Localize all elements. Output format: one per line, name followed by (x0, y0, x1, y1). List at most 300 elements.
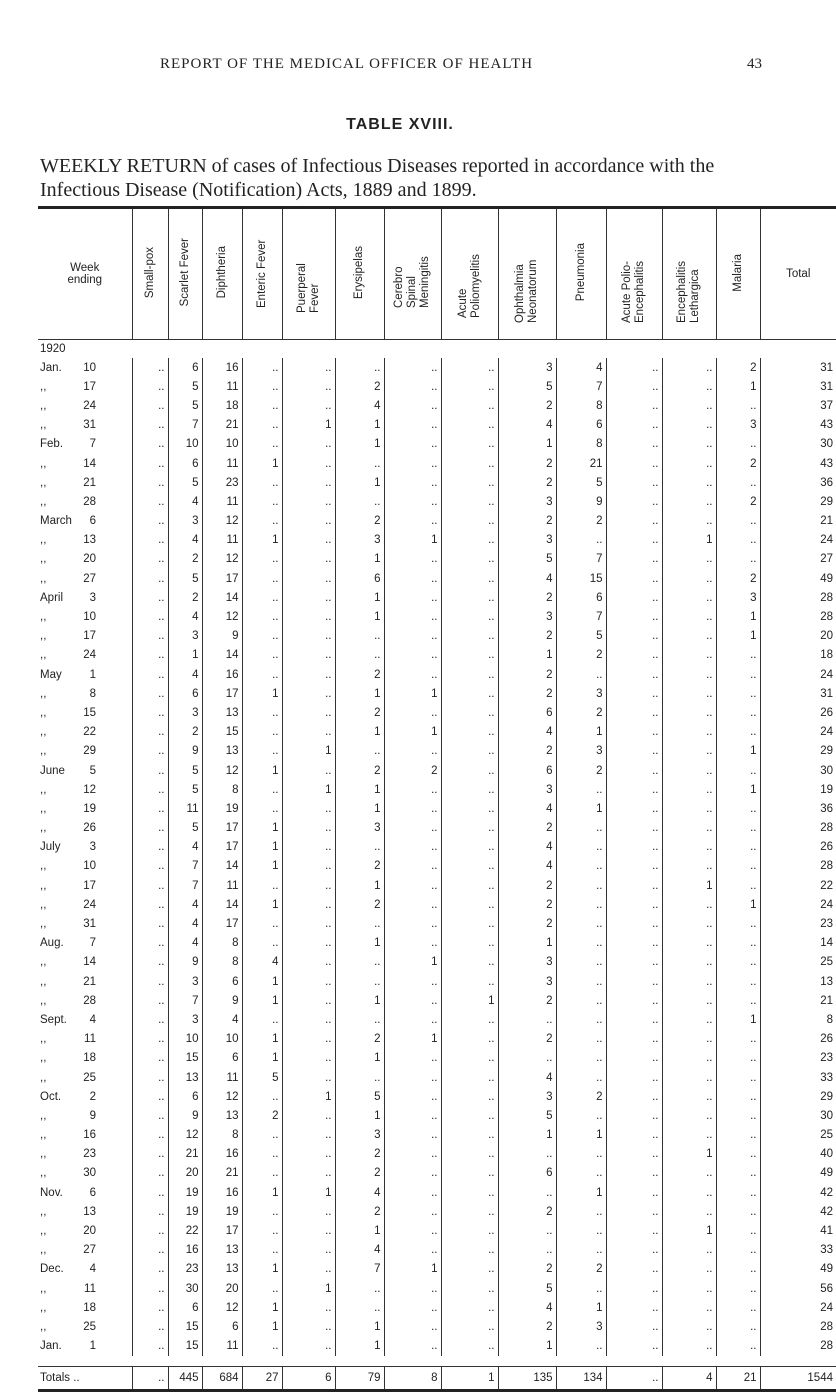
table-cell: .. (242, 646, 282, 665)
table-cell: .. (662, 857, 716, 876)
table-cell: 17 (202, 838, 242, 857)
table-cell: .. (132, 1279, 168, 1298)
table-cell: .. (716, 972, 760, 991)
col-header-cerebro-spinal-meningitis: Cerebro Spinal Meningitis (384, 208, 441, 340)
table-cell: 2 (498, 588, 556, 607)
table-cell: .. (282, 1317, 335, 1336)
table-cell: .. (662, 819, 716, 838)
table-cell: .. (384, 1164, 441, 1183)
week-day: 26 (83, 822, 96, 835)
table-cell: .. (384, 396, 441, 415)
table-cell: 17 (202, 914, 242, 933)
table-cell: .. (662, 914, 716, 933)
table-row (38, 1298, 836, 1317)
table-cell: .. (606, 799, 662, 818)
table-cell: .. (384, 588, 441, 607)
week-day: 16 (83, 1129, 96, 1142)
table-cell: .. (282, 512, 335, 531)
table-row (38, 1030, 836, 1049)
table-cell: 1 (242, 761, 282, 780)
week-month: ,, (40, 476, 47, 489)
week-ending-cell (38, 1337, 132, 1356)
table-row (38, 684, 836, 703)
table-cell: .. (282, 492, 335, 511)
week-day: 1 (89, 1340, 96, 1353)
table-cell: .. (606, 492, 662, 511)
table-cell: 21 (168, 1145, 202, 1164)
table-cell: .. (441, 665, 498, 684)
table-cell: .. (716, 1126, 760, 1145)
table-cell: 16 (168, 1241, 202, 1260)
table-cell: .. (662, 799, 716, 818)
table-cell: .. (282, 934, 335, 953)
table-cell: .. (441, 703, 498, 722)
table-cell: 15 (202, 723, 242, 742)
table-cell: .. (282, 396, 335, 415)
table-cell: .. (606, 588, 662, 607)
table-cell: 4 (335, 396, 384, 415)
table-cell: .. (335, 742, 384, 761)
table-cell: .. (716, 1183, 760, 1202)
table-cell: .. (441, 1337, 498, 1356)
week-month: Feb. (40, 438, 64, 451)
week-ending-cell (38, 1317, 132, 1336)
table-cell: .. (556, 934, 606, 953)
table-cell: 5 (168, 780, 202, 799)
week-month: ,, (40, 879, 47, 892)
table-cell: .. (132, 895, 168, 914)
table-cell: .. (335, 1279, 384, 1298)
table-cell: .. (441, 819, 498, 838)
table-cell: 3 (168, 703, 202, 722)
table-row (38, 703, 836, 722)
table-cell: .. (606, 607, 662, 626)
table-cell: .. (242, 569, 282, 588)
table-cell: 3 (498, 780, 556, 799)
week-day: 17 (83, 630, 96, 643)
table-cell: .. (132, 512, 168, 531)
table-cell: 2 (498, 1202, 556, 1221)
table-cell: .. (282, 819, 335, 838)
week-ending-cell (38, 358, 132, 377)
table-cell: 3 (498, 972, 556, 991)
col-header-small-pox: Small-pox (132, 208, 168, 340)
table-cell: 1 (335, 876, 384, 895)
week-month: Dec. (40, 1263, 64, 1276)
week-day: 17 (83, 879, 96, 892)
week-ending-cell (38, 1106, 132, 1125)
table-cell: .. (132, 1317, 168, 1336)
table-cell: .. (441, 723, 498, 742)
table-cell: 4 (168, 531, 202, 550)
week-ending-cell (38, 1164, 132, 1183)
week-month: Aug. (40, 937, 64, 950)
table-row (38, 454, 836, 473)
table-cell: .. (335, 454, 384, 473)
week-month: ,, (40, 1205, 47, 1218)
table-cell: 2 (335, 895, 384, 914)
table-cell: .. (556, 1241, 606, 1260)
table-cell: .. (384, 1106, 441, 1125)
table-cell: .. (662, 1087, 716, 1106)
table-cell: .. (441, 569, 498, 588)
table-cell: 6 (335, 569, 384, 588)
table-cell: .. (606, 780, 662, 799)
total-cell: 21 (716, 1366, 760, 1390)
table-cell: 9 (168, 1106, 202, 1125)
table-cell: .. (384, 742, 441, 761)
table-cell: 2 (556, 761, 606, 780)
table-row (38, 627, 836, 646)
table-cell: .. (716, 703, 760, 722)
table-cell: 30 (760, 761, 836, 780)
table-cell: .. (384, 1145, 441, 1164)
table-cell: 16 (202, 665, 242, 684)
table-cell: 1 (662, 876, 716, 895)
week-ending-cell (38, 454, 132, 473)
total-cell: 79 (335, 1366, 384, 1390)
table-cell: 2 (498, 396, 556, 415)
table-cell: .. (242, 1087, 282, 1106)
table-cell: .. (606, 1068, 662, 1087)
table-cell: .. (716, 1030, 760, 1049)
table-cell: .. (606, 953, 662, 972)
table-cell: 2 (335, 1030, 384, 1049)
total-cell: .. (606, 1366, 662, 1390)
table-cell: .. (662, 895, 716, 914)
year-label: 1920 (40, 343, 66, 355)
table-cell: .. (498, 1049, 556, 1068)
week-month: ,, (40, 380, 47, 393)
table-cell: 42 (760, 1183, 836, 1202)
table-cell: 22 (760, 876, 836, 895)
table-cell: 24 (760, 531, 836, 550)
week-ending-cell (38, 550, 132, 569)
table-cell: .. (282, 799, 335, 818)
table-row (38, 588, 836, 607)
table-row (38, 972, 836, 991)
table-cell: .. (132, 492, 168, 511)
week-month: ,, (40, 419, 47, 432)
week-day: 9 (89, 1109, 96, 1122)
table-cell: 33 (760, 1068, 836, 1087)
table-row (38, 914, 836, 933)
table-cell: .. (441, 627, 498, 646)
table-cell: .. (132, 934, 168, 953)
week-ending-cell (38, 627, 132, 646)
table-cell: 7 (168, 416, 202, 435)
table-row (38, 607, 836, 626)
table-cell: .. (662, 646, 716, 665)
week-day: 24 (83, 898, 96, 911)
table-cell: .. (242, 1010, 282, 1029)
table-cell: .. (441, 1298, 498, 1317)
table-cell: .. (441, 358, 498, 377)
table-cell: .. (606, 1260, 662, 1279)
table-cell: 2 (498, 1317, 556, 1336)
table-cell: .. (662, 416, 716, 435)
table-cell: 13 (202, 742, 242, 761)
week-day: 7 (89, 937, 96, 950)
table-cell: .. (441, 857, 498, 876)
table-cell: 2 (498, 684, 556, 703)
table-cell: 14 (202, 588, 242, 607)
table-cell: .. (384, 1202, 441, 1221)
table-row (38, 991, 836, 1010)
table-cell: .. (132, 819, 168, 838)
week-day: 30 (83, 1167, 96, 1180)
table-cell: .. (384, 934, 441, 953)
week-ending-cell (38, 780, 132, 799)
table-cell: .. (282, 531, 335, 550)
table-cell: 26 (760, 1030, 836, 1049)
table-cell: .. (282, 1126, 335, 1145)
table-cell: .. (606, 435, 662, 454)
table-cell: 2 (384, 761, 441, 780)
table-cell: .. (242, 492, 282, 511)
table-cell: 12 (202, 1298, 242, 1317)
table-cell: .. (606, 1337, 662, 1356)
week-day: 31 (83, 419, 96, 432)
table-cell: .. (606, 991, 662, 1010)
table-cell: 4 (498, 723, 556, 742)
table-row (38, 396, 836, 415)
table-cell: 2 (498, 876, 556, 895)
table-cell: .. (384, 607, 441, 626)
week-day: 3 (89, 591, 96, 604)
table-cell: 2 (242, 1106, 282, 1125)
table-cell: .. (282, 1068, 335, 1087)
week-month: ,, (40, 534, 47, 547)
table-cell: 3 (716, 416, 760, 435)
table-row (38, 857, 836, 876)
week-day: 10 (83, 860, 96, 873)
table-cell: 2 (498, 742, 556, 761)
table-cell: .. (716, 1241, 760, 1260)
table-cell: 1 (242, 1317, 282, 1336)
table-row (38, 435, 836, 454)
table-cell: .. (282, 876, 335, 895)
table-row (38, 1241, 836, 1260)
table-cell: .. (556, 1221, 606, 1240)
table-cell: 13 (202, 1260, 242, 1279)
table-cell: .. (606, 358, 662, 377)
week-month: ,, (40, 783, 47, 796)
table-cell: 6 (498, 703, 556, 722)
table-cell: .. (716, 1087, 760, 1106)
table-cell: .. (242, 588, 282, 607)
table-cell: .. (662, 358, 716, 377)
table-cell: .. (556, 991, 606, 1010)
table-cell: .. (662, 1010, 716, 1029)
table-cell: .. (441, 550, 498, 569)
table-cell: .. (716, 1279, 760, 1298)
table-cell: .. (441, 1087, 498, 1106)
table-cell: .. (662, 972, 716, 991)
table-cell: 24 (760, 895, 836, 914)
col-header-malaria: Malaria (716, 208, 760, 340)
week-day: 27 (83, 572, 96, 585)
table-cell: 1 (335, 1221, 384, 1240)
table-cell: .. (441, 1068, 498, 1087)
table-cell: 25 (760, 1126, 836, 1145)
table-cell: .. (441, 895, 498, 914)
table-cell: 18 (202, 396, 242, 415)
table-cell: .. (606, 1317, 662, 1336)
col-header-week-ending: Week ending (38, 208, 132, 340)
table-cell: 11 (202, 876, 242, 895)
col-header-diphtheria: Diphtheria (202, 208, 242, 340)
table-cell: .. (242, 512, 282, 531)
table-cell: .. (441, 1164, 498, 1183)
table-cell: .. (606, 857, 662, 876)
table-cell: .. (662, 607, 716, 626)
week-month: ,, (40, 457, 47, 470)
table-cell: 1 (384, 723, 441, 742)
table-cell: 4 (498, 857, 556, 876)
table-cell: .. (132, 1068, 168, 1087)
week-day: 24 (83, 399, 96, 412)
table-cell: 2 (168, 588, 202, 607)
table-cell: 21 (556, 454, 606, 473)
table-row (38, 761, 836, 780)
table-cell: .. (242, 876, 282, 895)
total-cell: 6 (282, 1366, 335, 1390)
table-cell: .. (441, 953, 498, 972)
table-cell: 4 (556, 358, 606, 377)
table-cell: 2 (498, 473, 556, 492)
table-cell: 1 (335, 435, 384, 454)
table-cell: 1 (242, 895, 282, 914)
table-cell: 2 (556, 646, 606, 665)
table-cell: 30 (760, 1106, 836, 1125)
week-ending-cell (38, 588, 132, 607)
table-cell: 1 (242, 684, 282, 703)
table-cell: 16 (202, 358, 242, 377)
table-cell: 7 (335, 1260, 384, 1279)
table-cell: 4 (168, 838, 202, 857)
col-header-acute-polio-encephalitis: Acute Polio-Encephalitis (606, 208, 662, 340)
table-cell: .. (384, 819, 441, 838)
week-ending-cell (38, 934, 132, 953)
week-ending-cell (38, 1241, 132, 1260)
table-cell: 1 (716, 377, 760, 396)
table-cell: .. (384, 377, 441, 396)
table-cell: 2 (556, 703, 606, 722)
table-cell: .. (662, 684, 716, 703)
table-cell: 1 (556, 1183, 606, 1202)
table-cell: .. (441, 1010, 498, 1029)
table-cell: 2 (335, 512, 384, 531)
table-cell: .. (716, 1068, 760, 1087)
table-cell: 21 (760, 512, 836, 531)
table-cell: 7 (556, 377, 606, 396)
table-cell: 24 (760, 723, 836, 742)
table-cell: .. (384, 972, 441, 991)
table-cell: 1 (242, 1260, 282, 1279)
table-cell: 23 (760, 1049, 836, 1068)
table-cell: .. (662, 627, 716, 646)
table-cell: .. (441, 934, 498, 953)
week-day: 18 (83, 1301, 96, 1314)
table-cell: 42 (760, 1202, 836, 1221)
table-cell: 4 (168, 934, 202, 953)
week-month: Sept. (40, 1013, 67, 1026)
table-cell: .. (335, 972, 384, 991)
table-cell: 23 (168, 1260, 202, 1279)
table-cell: 9 (168, 742, 202, 761)
table-cell: .. (282, 358, 335, 377)
table-cell: .. (716, 838, 760, 857)
table-cell: 20 (202, 1279, 242, 1298)
table-cell: .. (242, 1337, 282, 1356)
table-cell: .. (556, 780, 606, 799)
table-cell: 16 (202, 1183, 242, 1202)
table-cell: .. (441, 1106, 498, 1125)
week-month: ,, (40, 1225, 47, 1238)
table-cell: 6 (202, 1317, 242, 1336)
week-ending-cell (38, 895, 132, 914)
table-cell: .. (384, 358, 441, 377)
table-cell: .. (606, 819, 662, 838)
table-row (38, 1087, 836, 1106)
table-row (38, 819, 836, 838)
table-cell: 1 (335, 416, 384, 435)
table-cell: 5 (168, 569, 202, 588)
week-month: ,, (40, 898, 47, 911)
total-cell: 1544 (760, 1366, 836, 1390)
table-cell: .. (662, 761, 716, 780)
table-cell: 5 (168, 396, 202, 415)
total-cell: 135 (498, 1366, 556, 1390)
week-ending-cell (38, 723, 132, 742)
table-cell: 8 (202, 1126, 242, 1145)
table-cell: .. (242, 934, 282, 953)
week-ending-cell (38, 1279, 132, 1298)
table-cell: 1 (335, 723, 384, 742)
table-cell: 1 (242, 991, 282, 1010)
table-cell: .. (132, 742, 168, 761)
table-row (38, 1337, 836, 1356)
table-cell: 6 (202, 972, 242, 991)
table-cell: .. (384, 512, 441, 531)
total-cell: 27 (242, 1366, 282, 1390)
table-cell: .. (441, 1241, 498, 1260)
table-cell: 3 (335, 531, 384, 550)
table-cell: 2 (498, 1030, 556, 1049)
table-cell: .. (242, 435, 282, 454)
table-cell: .. (132, 723, 168, 742)
table-cell: .. (132, 761, 168, 780)
table-cell: 13 (760, 972, 836, 991)
table-cell: .. (662, 454, 716, 473)
week-month: ,, (40, 553, 47, 566)
week-day: 4 (89, 1263, 96, 1276)
table-cell: .. (606, 934, 662, 953)
table-cell: .. (606, 1164, 662, 1183)
table-cell: .. (282, 914, 335, 933)
table-cell: 4 (168, 607, 202, 626)
week-month: ,, (40, 860, 47, 873)
table-cell: 10 (202, 435, 242, 454)
table-cell: .. (132, 1183, 168, 1202)
table-cell: .. (662, 1106, 716, 1125)
table-cell: 1 (242, 1298, 282, 1317)
table-cell: .. (384, 857, 441, 876)
table-cell: .. (606, 627, 662, 646)
table-cell: 31 (760, 684, 836, 703)
week-ending-cell (38, 742, 132, 761)
